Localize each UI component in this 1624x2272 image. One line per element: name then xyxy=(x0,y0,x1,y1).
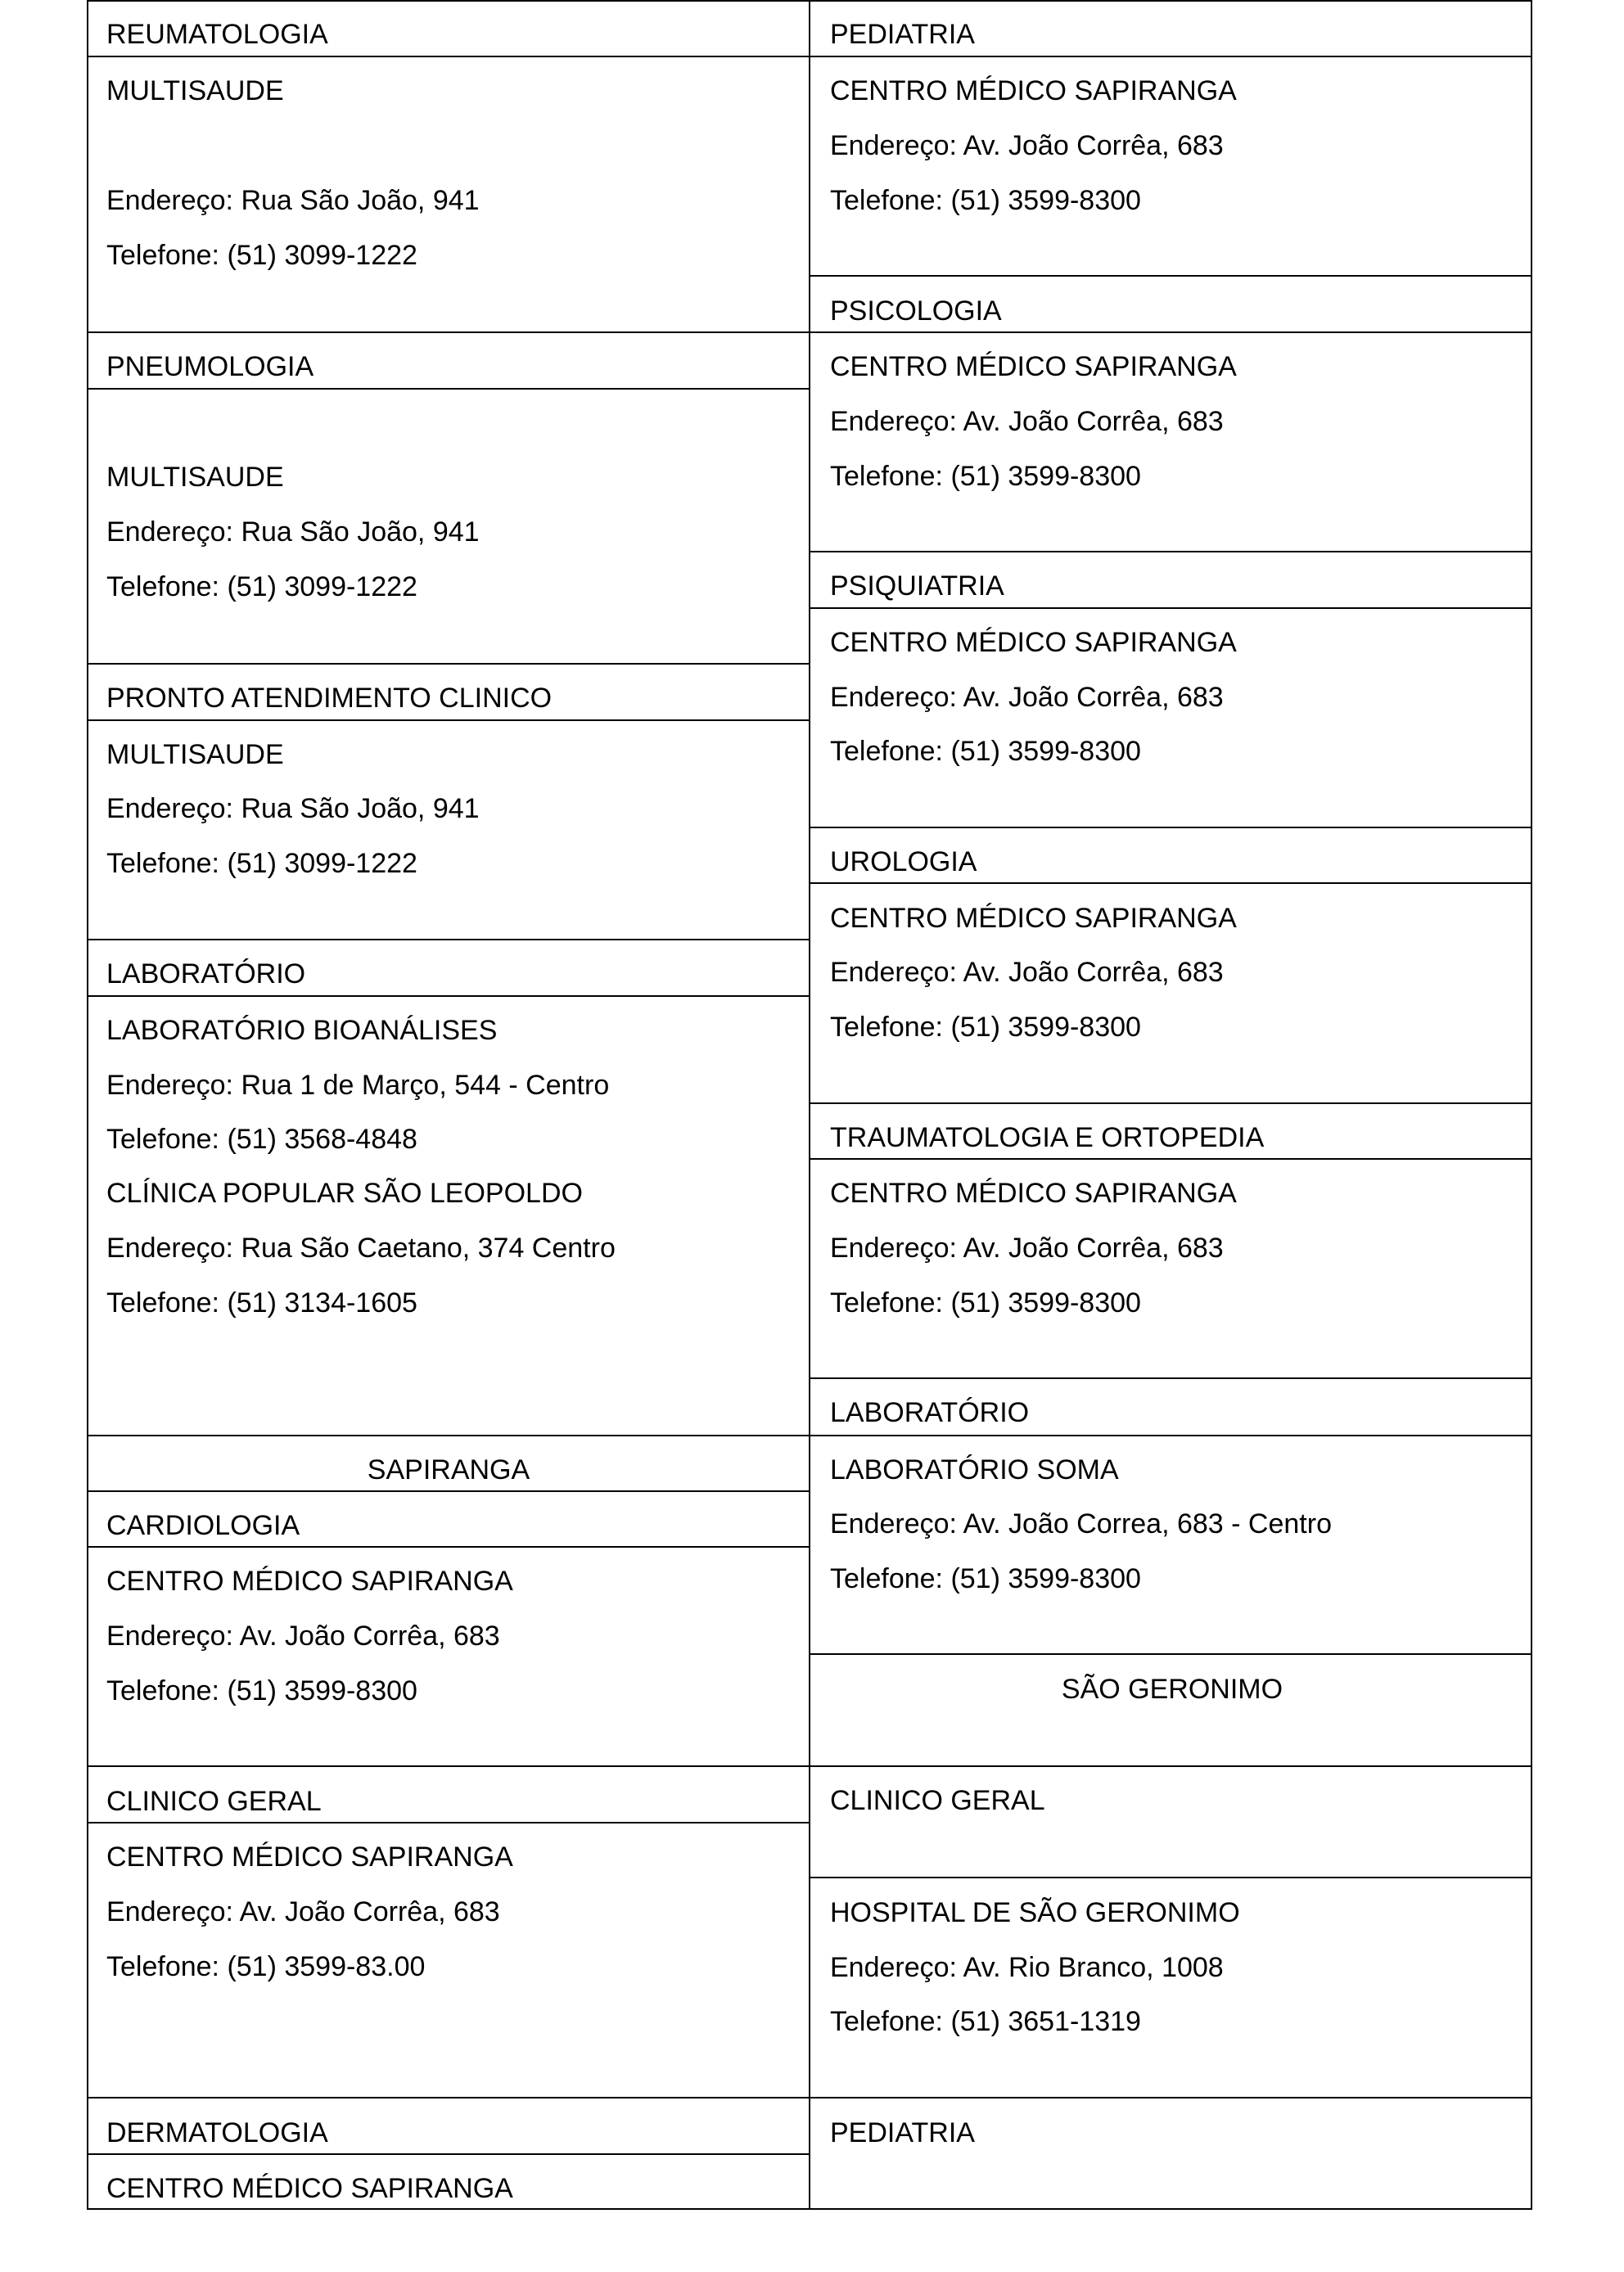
section-heading: CLINICO GERAL xyxy=(830,1785,1045,1816)
provider-name: MULTISAUDE xyxy=(106,75,284,106)
provider-name: HOSPITAL DE SÃO GERONIMO xyxy=(830,1897,1240,1928)
hline xyxy=(809,331,1532,333)
hline xyxy=(87,1546,810,1548)
provider-address: Endereço: Av. João Corrêa, 683 xyxy=(830,130,1224,161)
hline xyxy=(809,827,1532,828)
provider-name: CLÍNICA POPULAR SÃO LEOPOLDO xyxy=(106,1178,583,1209)
provider-name: MULTISAUDE xyxy=(106,739,284,770)
provider-address: Endereço: Av. João Corrêa, 683 xyxy=(830,1233,1224,1264)
hline xyxy=(87,939,810,940)
hline xyxy=(809,607,1532,609)
provider-phone: Telefone: (51) 3599-83.00 xyxy=(106,1951,426,1982)
provider-phone: Telefone: (51) 3099-1222 xyxy=(106,571,417,602)
provider-phone: Telefone: (51) 3599-8300 xyxy=(830,1012,1141,1043)
hline xyxy=(87,0,1532,2)
provider-phone: Telefone: (51) 3599-8300 xyxy=(106,1675,417,1706)
provider-address: Endereço: Rua São Caetano, 374 Centro xyxy=(106,1233,616,1264)
section-heading: PSICOLOGIA xyxy=(830,295,1002,327)
provider-phone: Telefone: (51) 3099-1222 xyxy=(106,848,417,879)
hline xyxy=(809,2097,1532,2098)
provider-name: CENTRO MÉDICO SAPIRANGA xyxy=(106,1841,513,1873)
provider-address: Endereço: Av. João Correa, 683 - Centro xyxy=(830,1508,1332,1539)
hline xyxy=(87,2097,810,2098)
provider-name: LABORATÓRIO BIOANÁLISES xyxy=(106,1015,498,1046)
provider-phone: Telefone: (51) 3599-8300 xyxy=(830,185,1141,216)
provider-phone: Telefone: (51) 3568-4848 xyxy=(106,1124,417,1155)
hline xyxy=(87,1822,810,1823)
hline xyxy=(809,1435,1532,1436)
provider-phone: Telefone: (51) 3651-1319 xyxy=(830,2006,1141,2037)
section-heading: PNEUMOLOGIA xyxy=(106,351,314,382)
section-heading: LABORATÓRIO xyxy=(830,1397,1030,1428)
hline xyxy=(87,1765,810,1767)
provider-phone: Telefone: (51) 3599-8300 xyxy=(830,1287,1141,1319)
hline xyxy=(809,56,1532,57)
hline xyxy=(809,1765,1532,1767)
provider-address: Endereço: Av. João Corrêa, 683 xyxy=(106,1896,500,1927)
section-heading: PEDIATRIA xyxy=(830,19,975,50)
provider-address: Endereço: Rua 1 de Março, 544 - Centro xyxy=(106,1070,610,1101)
section-heading: DERMATOLOGIA xyxy=(106,2117,328,2148)
provider-name: CENTRO MÉDICO SAPIRANGA xyxy=(830,627,1237,658)
hline xyxy=(87,1435,810,1436)
hline xyxy=(809,1377,1532,1379)
city-heading-sao-geronimo: SÃO GERONIMO xyxy=(1061,1674,1283,1705)
hline xyxy=(87,663,810,665)
provider-address: Endereço: Av. João Corrêa, 683 xyxy=(830,957,1224,988)
section-heading: TRAUMATOLOGIA E ORTOPEDIA xyxy=(830,1122,1265,1153)
provider-address: Endereço: Rua São João, 941 xyxy=(106,793,480,824)
hline xyxy=(87,1490,810,1492)
hline xyxy=(809,275,1532,277)
provider-name: CENTRO MÉDICO SAPIRANGA xyxy=(106,2173,513,2204)
provider-address: Endereço: Rua São João, 941 xyxy=(106,185,480,216)
section-heading: PSIQUIATRIA xyxy=(830,570,1004,602)
provider-name: CENTRO MÉDICO SAPIRANGA xyxy=(830,903,1237,934)
provider-phone: Telefone: (51) 3134-1605 xyxy=(106,1287,417,1319)
provider-phone: Telefone: (51) 3599-8300 xyxy=(830,461,1141,492)
hline xyxy=(809,1158,1532,1160)
city-heading-sapiranga: SAPIRANGA xyxy=(367,1454,530,1485)
provider-phone: Telefone: (51) 3599-8300 xyxy=(830,736,1141,767)
section-heading: LABORATÓRIO xyxy=(106,958,306,989)
provider-name: LABORATÓRIO SOMA xyxy=(830,1454,1119,1485)
provider-name: CENTRO MÉDICO SAPIRANGA xyxy=(830,75,1237,106)
hline xyxy=(809,1877,1532,1878)
section-heading: PRONTO ATENDIMENTO CLINICO xyxy=(106,683,553,714)
provider-address: Endereço: Av. João Corrêa, 683 xyxy=(830,682,1224,713)
provider-name: CENTRO MÉDICO SAPIRANGA xyxy=(830,1178,1237,1209)
section-heading: CARDIOLOGIA xyxy=(106,1510,300,1541)
hline xyxy=(809,882,1532,884)
section-heading: PEDIATRIA xyxy=(830,2117,975,2148)
provider-phone: Telefone: (51) 3099-1222 xyxy=(106,240,417,271)
hline xyxy=(809,1102,1532,1104)
provider-address: Endereço: Rua São João, 941 xyxy=(106,516,480,548)
section-heading: UROLOGIA xyxy=(830,846,977,877)
provider-name: MULTISAUDE xyxy=(106,462,284,493)
hline xyxy=(87,388,810,390)
provider-phone: Telefone: (51) 3599-8300 xyxy=(830,1563,1141,1594)
hline xyxy=(809,1653,1532,1655)
provider-address: Endereço: Av. Rio Branco, 1008 xyxy=(830,1952,1224,1983)
section-heading: CLINICO GERAL xyxy=(106,1786,322,1817)
hline xyxy=(87,56,810,57)
provider-address: Endereço: Av. João Corrêa, 683 xyxy=(830,406,1224,437)
hline xyxy=(87,331,810,333)
hline xyxy=(809,551,1532,552)
hline xyxy=(87,995,810,997)
provider-address: Endereço: Av. João Corrêa, 683 xyxy=(106,1621,500,1652)
provider-name: CENTRO MÉDICO SAPIRANGA xyxy=(106,1566,513,1597)
hline xyxy=(87,719,810,721)
hline xyxy=(87,2153,810,2155)
border-bottom xyxy=(87,2208,1532,2210)
section-heading: REUMATOLOGIA xyxy=(106,19,328,50)
provider-name: CENTRO MÉDICO SAPIRANGA xyxy=(830,351,1237,382)
